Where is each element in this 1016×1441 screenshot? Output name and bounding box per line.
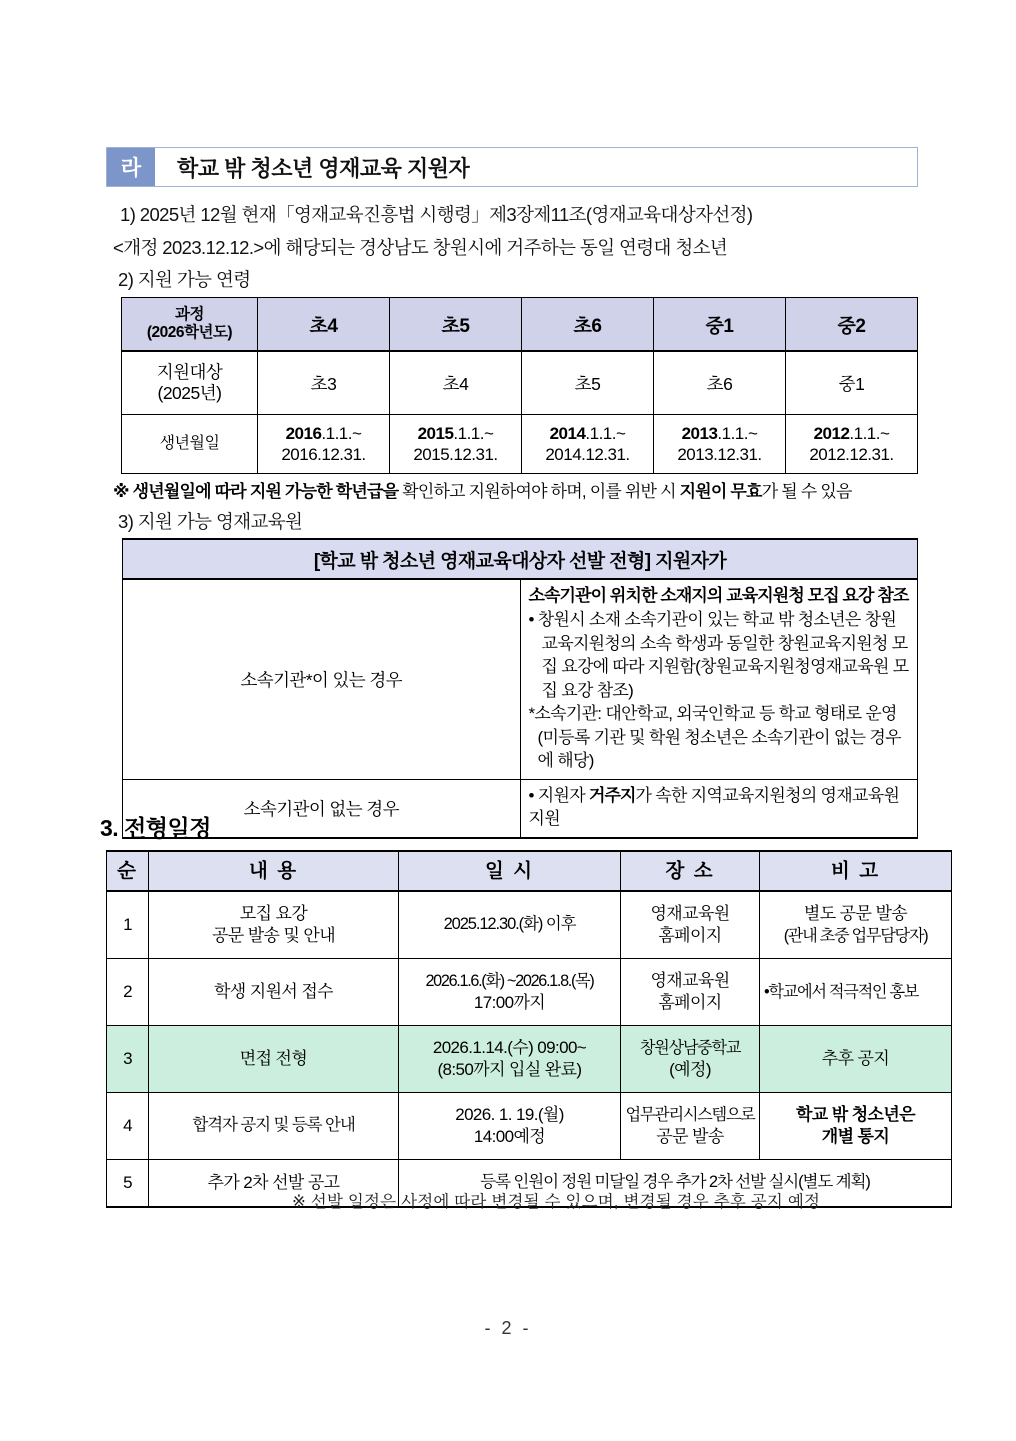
row1-place-line2: 홈페이지 [658,926,722,945]
section-heading-box [106,147,918,187]
cell-birth-0 [258,415,390,474]
row1-place [621,891,760,959]
cell-target-2: 초5 [522,351,654,415]
no-institution-bullet-prefix: • 지원자 [528,785,589,805]
row2-datetime [399,959,621,1026]
row1-remark-line2: (관내 초중 업무담당자) [783,927,928,945]
intro-line-4: 3) 지원 가능 영재교육원 [118,511,303,532]
row2-place [621,959,760,1026]
row4-remark-line1: 학교 밖 청소년은 [795,1105,915,1125]
row-body-has-institution [520,579,918,779]
cell-birth-1-line2: 2015.12.31. [413,445,498,464]
cell-birth-0-year: 2016 [285,423,322,443]
row3-place-line1: 창원상남중학교 [639,1039,741,1058]
col-header-g5: 중2 [786,298,918,352]
institution-table [122,538,918,839]
row2-place-line1: 영재교육원 [650,971,730,991]
age-table-note-prefix: ※ 생년월일에 따라 지원 가능한 학년급을 [113,482,403,501]
row1-content-line2: 공문 발송 및 안내 [211,926,336,945]
cell-birth-0-line2: 2016.12.31. [281,445,366,464]
col-header-g4: 중1 [654,298,786,352]
row-body-no-institution [520,779,918,837]
cell-birth-3 [654,415,786,474]
row3-place [621,1026,760,1093]
row4-datetime-line2: 14:00예정 [473,1127,546,1146]
table-row [107,891,952,959]
row4-remark-line2: 개별 통지 [821,1127,890,1146]
cell-birth-4-year: 2012 [813,423,850,443]
cell-target-1: 초4 [390,351,522,415]
row5-content: 추가 2차 선발 공고 [149,1160,399,1208]
row-label-target [122,351,258,415]
section-badge: 라 [107,148,155,186]
no-institution-bullet-suffix: 가 속한 지역교육지원청의 영재교육원 지원 [528,785,900,829]
col-header-place: 장 소 [621,851,760,891]
row2-remark: •학교에서 적극적인 홍보 [760,959,952,1026]
col-header-remark: 비 고 [760,851,952,891]
col-header-no: 순 [107,851,149,891]
cell-birth-3-year: 2013 [681,423,718,443]
col-header-g2: 초5 [390,298,522,352]
age-table-note-tail: 가 될 수 있음 [761,482,852,501]
cell-birth-2-line2: 2014.12.31. [545,445,630,464]
row5-no: 5 [107,1160,149,1208]
row3-place-line2: (예정) [669,1060,711,1079]
cell-birth-4 [786,415,918,474]
cell-birth-4-line2: 2012.12.31. [809,445,894,464]
no-institution-bullet-bold: 거주지 [588,785,636,805]
row4-place-line2: 공문 발송 [656,1127,724,1146]
col-header-g3: 초6 [522,298,654,352]
age-table-note-mid: 확인하고 지원하여야 하며, 이를 위반 시 [402,482,680,501]
intro-line-1: 1) 2025년 12월 현재「영재교육진흥법 시행령」제3장제11조(영재교육대상자선정) [120,204,753,225]
row2-no: 2 [107,959,149,1026]
cell-birth-1 [390,415,522,474]
page-number: - 2 - [484,1318,532,1338]
cell-birth-3-suffix: .1.1.~ [717,423,758,443]
table-header-row [107,851,952,891]
schedule-table [106,850,952,1208]
row2-place-line2: 홈페이지 [658,993,722,1012]
cell-birth-3-line2: 2013.12.31. [677,445,762,464]
col-header-course [122,298,258,352]
cell-birth-0-suffix: .1.1.~ [321,423,362,443]
row2-datetime-line1: 2026.1.6.(화) ~2026.1.8.(목) [425,972,594,991]
row1-content-line1: 모집 요강 [239,904,308,924]
row3-remark: 추후 공지 [760,1026,952,1093]
row-label-target-line2: (2025년) [157,383,222,403]
row4-datetime-line1: 2026. 1. 19.(월) [455,1105,564,1125]
institution-strong-line: 소속기관이 위치한 소재지의 교육지원청 모집 요강 참조 [528,586,909,605]
cell-birth-4-suffix: .1.1.~ [849,423,890,443]
row3-datetime-line2: (8:50까지 입실 완료) [437,1060,582,1079]
row2-content: 학생 지원서 접수 [149,959,399,1026]
row1-datetime: 2025.12.30.(화) 이후 [399,891,621,959]
row4-datetime [399,1093,621,1160]
intro-line-2: <개정 2023.12.12.>에 해당되는 경상남도 창원시에 거주하는 동일 연령대 청소년 [113,237,728,258]
col-header-g1: 초4 [258,298,390,352]
cell-target-4: 중1 [786,351,918,415]
col-header-course-line1: 과정 [175,306,204,324]
row4-remark [760,1093,952,1160]
intro-line-3: 2) 지원 가능 연령 [118,269,251,290]
row1-no: 1 [107,891,149,959]
table-row [123,779,918,837]
col-header-course-line2: (2026학년도) [146,324,233,341]
col-header-datetime: 일 시 [399,851,621,891]
row3-datetime-line1: 2026.1.14.(수) 09:00~ [432,1038,587,1058]
schedule-footer-note: ※ 선발 일정은 사정에 따라 변경될 수 있으며, 변경될 경우 추후 공지 예정 [292,1193,821,1211]
cell-birth-2-suffix: .1.1.~ [585,423,626,443]
row-label-target-line1: 지원대상 [156,362,223,382]
table-row [123,579,918,779]
cell-birth-2 [522,415,654,474]
cell-birth-1-year: 2015 [417,423,454,443]
row4-place-line1: 업무관리시스템으로 [625,1106,755,1125]
row4-place [621,1093,760,1160]
institution-footnote: *소속기관: 대안학교, 외국인학교 등 학교 형태로 운영(미등록 기관 및 학원 청소년은 소속기관이 없는 경우에 해당) [528,704,901,771]
table-row [107,1026,952,1093]
cell-target-0: 초3 [258,351,390,415]
schedule-section-heading: 3. 전형일정 [100,815,211,841]
institution-bullet: • 창원시 소재 소속기관이 있는 학교 밖 청소년은 창원교육지원청의 소속 학생과 동일한 창원교육지원청 모집 요강에 따라 지원함(창원교육지원청영재교육원 모집 요강 참조) [528,610,909,700]
row1-remark-line1: 별도 공문 발송 [803,904,908,924]
row1-content [149,891,399,959]
row4-no: 4 [107,1093,149,1160]
row-label-birthdate: 생년월일 [122,415,258,474]
row5-span-text: 등록 인원이 정원 미달일 경우 추가 2차 선발 실시(별도 계획) [399,1160,952,1208]
section-title: 학교 밖 청소년 영재교육 지원자 [177,155,470,181]
table-row [122,351,918,415]
table-row [107,1093,952,1160]
cell-target-3: 초6 [654,351,786,415]
row4-content: 합격자 공지 및 등록 안내 [149,1093,399,1160]
table-row [107,959,952,1026]
cell-birth-2-year: 2014 [549,423,586,443]
table-header-row [122,298,918,352]
row1-place-line1: 영재교육원 [650,904,730,924]
row3-no: 3 [107,1026,149,1093]
table-header-row [123,539,918,579]
row1-remark [760,891,952,959]
age-eligibility-table [121,297,918,474]
row2-datetime-line2: 17:00까지 [473,993,546,1012]
age-table-note-bold: 지원이 무효 [679,482,762,501]
col-header-content: 내 용 [149,851,399,891]
row3-datetime [399,1026,621,1093]
cell-birth-1-suffix: .1.1.~ [453,423,494,443]
row-label-has-institution: 소속기관*이 있는 경우 [123,579,521,779]
table-row [122,415,918,474]
institution-table-header: [학교 밖 청소년 영재교육대상자 선발 전형] 지원자가 [123,539,918,579]
row-label-no-institution: 소속기관이 없는 경우 [123,779,521,837]
age-table-note [113,477,852,502]
row3-content: 면접 전형 [149,1026,399,1093]
